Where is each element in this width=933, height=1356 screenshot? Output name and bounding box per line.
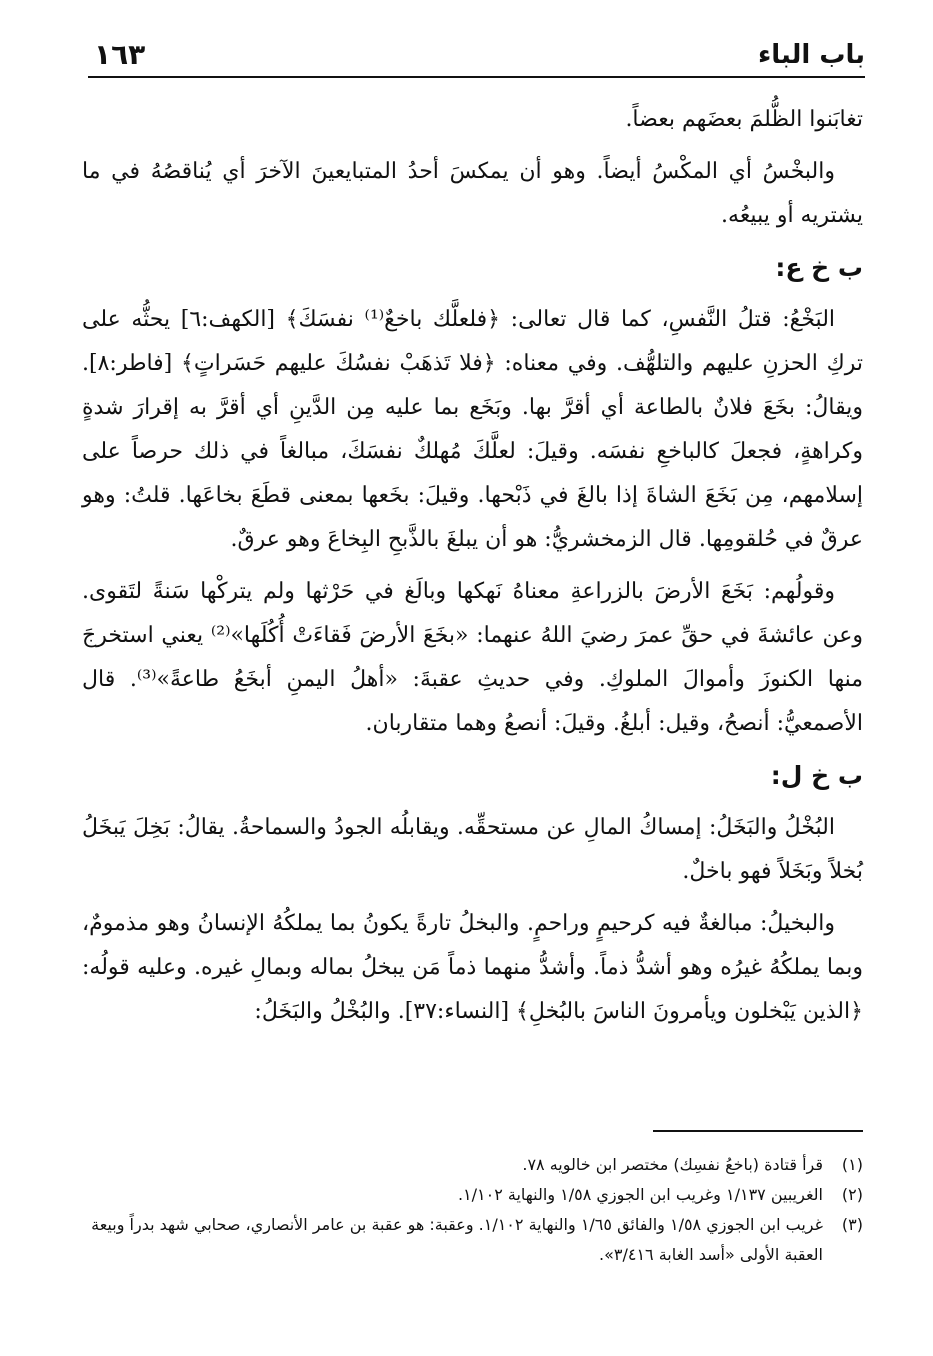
footnotes xyxy=(82,1150,863,1270)
footnote-number: (٢) xyxy=(841,1185,863,1204)
paragraph: تغابَنوا الظُّلمَ بعضَهم بعضاً. xyxy=(625,107,863,132)
footnote-number: (٣) xyxy=(841,1215,863,1234)
paragraph: البَخْعُ: قتلُ النَّفسِ، كما قال تعالى: ﴿فلعلَّك باخعٌ⁽¹⁾ نفسَكَ﴾ [الكهف:٦] يحثُّه على تركِ الحزنِ عليهم والتلهُّف. وفي معناه: ﴿فلا تَذهَبْ نفسُكَ عليهم حَسَراتٍ﴾ [فاطر:٨]. ويقالُ: بخَعَ فلانٌ بالطاعة أي أقرَّ بها. وبَخَع بما عليه مِن الدَّينِ أي أقرَّ به إقرارَ شدةٍ وكراهةٍ، فجعلَ كالباخعِ نفسَه. وقيلَ: لعلَّكَ مُهلكٌ نفسَكَ، مبالغاً في ذلك حرصاً على إسلامهم، مِن بَخَعَ الشاةَ إذا بالغَ في ذَبْحها. وقيلَ: بخَعها بمعنى قطَعَ بخاعَها. قلتُ: وهو عرقٌ في حُلقومِها. قال الزمخشريُّ: هو أن يبلغَ بالذَّبحِ البِخاعَ وهو عرقٌ. xyxy=(82,307,863,552)
paragraph: البُخْلُ والبَخَلُ: إمساكُ المالِ عن مستحقِّه. ويقابلُه الجودُ والسماحةُ. يقالُ: بَخِلَ يَبخَلُ بُخلاً وبَخَلاً فهو باخلٌ. xyxy=(82,815,863,884)
paragraph: وقولُهم: بَخَعَ الأرضَ بالزراعةِ معناهُ نَهكها وبالَغ في حَرْثها ولم يتركْها سَنةً لتَقوى. وعن عائشةَ في حقِّ عمرَ رضيَ اللهُ عنهما: «بخَعَ الأرضَ فَقاءَتْ أُكُلَها»⁽²⁾ يعني استخرجَ منها الكنوزَ وأموالَ الملوكِ. وفي حديثِ عقبةَ: «أهلُ اليمنِ أبخَعُ طاعةً»⁽³⁾. قال الأصمعيُّ: أنصحُ، وقيل: أبلغُ. وقيلَ: أنصعُ وهما متقاربان. xyxy=(82,579,864,736)
footnote-text: قرأ قتادة (باخعُ نفسِك) مختصر ابن خالويه ٧٨. xyxy=(522,1155,823,1174)
main-text xyxy=(82,98,863,1042)
footnote-divider xyxy=(653,1130,863,1132)
footnote xyxy=(82,1180,863,1210)
page-number: ١٦٣ xyxy=(94,38,146,71)
footnote-number: (١) xyxy=(841,1155,863,1174)
paragraph: والبخْسُ أي المكْسُ أيضاً. وهو أن يمكسَ أحدُ المتبايعينَ الآخرَ أي يُناقصُهُ في ما يشتريه أو يبيعُه. xyxy=(82,159,863,228)
running-header xyxy=(88,32,865,78)
footnote xyxy=(82,1150,863,1180)
entry-heading: ب خ ل: xyxy=(770,761,863,790)
footnote-text: الغريبين ١/١٣٧ وغريب ابن الجوزي ١/٥٨ والنهاية ١/١٠٢. xyxy=(457,1185,823,1204)
footnote xyxy=(82,1210,863,1270)
paragraph: والبخيلُ: مبالغةٌ فيه كرحيمٍ وراحمٍ. والبخلُ تارةً يكونُ بما يملكُهُ الإنسانُ وهو مذمومٌ، وبما يملكُهُ غيرُه وهو أشدُّ ذماً. وأشدُّ منهما ذماً مَن يبخلُ بماله وبمالِ غيره. وعليه قولُه: ﴿الذين يَبْخلون ويأمرونَ الناسَ بالبُخلِ﴾ [النساء:٣٧]. والبُخْلُ والبَخَلُ: xyxy=(82,911,863,1024)
entry-heading: ب خ ع: xyxy=(775,253,863,282)
footnote-text: غريب ابن الجوزي ١/٥٨ والفائق ١/٦٥ والنهاية ١/١٠٢. وعقبة: هو عقبة بن عامر الأنصاري، صحابي شهد بدراً وبيعة العقبة الأولى «أسد الغابة ٣/٤١٦». xyxy=(91,1215,823,1264)
chapter-title: باب الباء xyxy=(757,40,865,70)
